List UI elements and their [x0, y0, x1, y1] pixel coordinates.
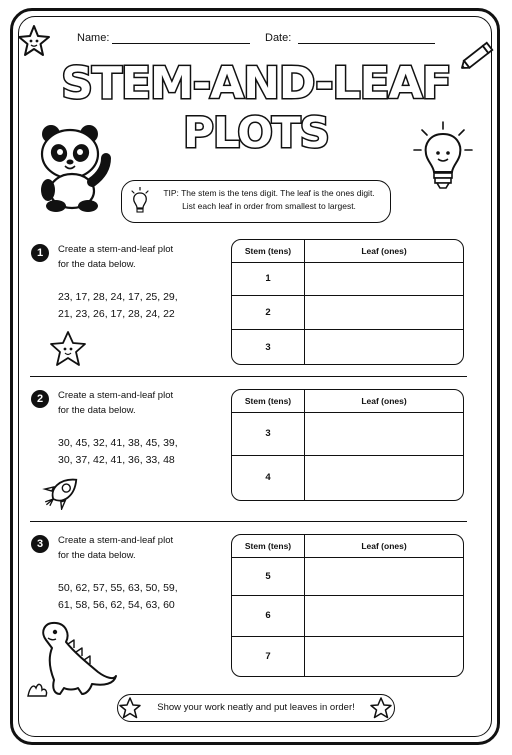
stem-header: Stem (tens) [232, 240, 305, 263]
leaf-header: Leaf (ones) [305, 535, 463, 558]
problem-3-number: 3 [31, 535, 49, 553]
data-line-1: 50, 62, 57, 55, 63, 50, 59, [58, 582, 178, 594]
problem-1-number: 1 [31, 244, 49, 262]
leaf-cell[interactable] [305, 295, 463, 330]
stem-cell: 4 [232, 455, 305, 500]
name-field[interactable] [112, 43, 250, 44]
problem-2-prompt [58, 388, 173, 418]
lightbulb-icon [410, 120, 476, 196]
stem-header: Stem (tens) [232, 535, 305, 558]
leaf-header: Leaf (ones) [305, 240, 463, 263]
prompt-line-1: Create a stem-and-leaf plot [58, 535, 174, 546]
problem-1-prompt [58, 242, 173, 272]
stem-cell: 3 [232, 329, 305, 364]
stem-cell: 6 [232, 595, 305, 635]
data-line-2: 61, 58, 56, 62, 54, 63, 60 [58, 599, 175, 611]
data-line-2: 21, 23, 26, 17, 28, 24, 22 [58, 308, 175, 320]
leaf-cell[interactable] [305, 595, 463, 635]
name-label: Name: [77, 32, 110, 44]
stem-cell: 5 [232, 558, 305, 595]
footer-text: Show your work neatly and put leaves in order! [157, 702, 355, 713]
star-icon [48, 330, 88, 368]
prompt-line-2: for the data below. [58, 550, 136, 561]
leaf-header: Leaf (ones) [305, 390, 463, 413]
problem-3-data [58, 580, 178, 614]
problem-2-table [231, 389, 464, 501]
footer-reminder [117, 694, 395, 722]
problem-1-table [231, 239, 464, 365]
tip-box [121, 180, 391, 223]
stem-cell: 3 [232, 413, 305, 455]
stem-cell: 2 [232, 295, 305, 330]
dinosaur-icon [26, 618, 118, 698]
problem-3-table [231, 534, 464, 677]
prompt-line-1: Create a stem-and-leaf plot [58, 390, 174, 401]
leaf-cell[interactable] [305, 455, 463, 500]
leaf-cell[interactable] [305, 413, 463, 455]
leaf-cell[interactable] [305, 263, 463, 295]
problem-3-prompt [58, 533, 173, 563]
leaf-cell[interactable] [305, 558, 463, 595]
tip-line-2: List each leaf in order from smallest to largest. [182, 201, 356, 211]
stem-header: Stem (tens) [232, 390, 305, 413]
prompt-line-2: for the data below. [58, 259, 136, 270]
rocket-icon [40, 470, 88, 510]
title-line-1: STEM-AND-LEAF [61, 58, 451, 109]
leaf-cell[interactable] [305, 636, 463, 676]
data-line-1: 30, 45, 32, 41, 38, 45, 39, [58, 437, 178, 449]
date-label: Date: [265, 32, 292, 44]
date-field[interactable] [298, 43, 435, 44]
prompt-line-2: for the data below. [58, 405, 136, 416]
data-line-2: 30, 37, 42, 41, 36, 33, 48 [58, 454, 175, 466]
problem-2-number: 2 [31, 390, 49, 408]
problem-1-data [58, 289, 178, 323]
section-divider [30, 376, 467, 377]
star-icon [119, 697, 141, 719]
stem-cell: 1 [232, 263, 305, 295]
tip-lightbulb-icon [130, 187, 150, 215]
data-line-1: 23, 17, 28, 24, 17, 25, 29, [58, 291, 178, 303]
panda-icon [34, 120, 118, 212]
problem-2-data [58, 435, 178, 469]
title-line-2: PLOTS [183, 108, 329, 157]
tip-line-1: TIP: The stem is the tens digit. The leaf is the ones digit. [163, 188, 375, 198]
leaf-cell[interactable] [305, 329, 463, 364]
section-divider [30, 521, 467, 522]
star-icon [17, 24, 51, 58]
prompt-line-1: Create a stem-and-leaf plot [58, 244, 174, 255]
star-icon [370, 697, 392, 719]
tip-text [152, 187, 386, 213]
stem-cell: 7 [232, 636, 305, 676]
